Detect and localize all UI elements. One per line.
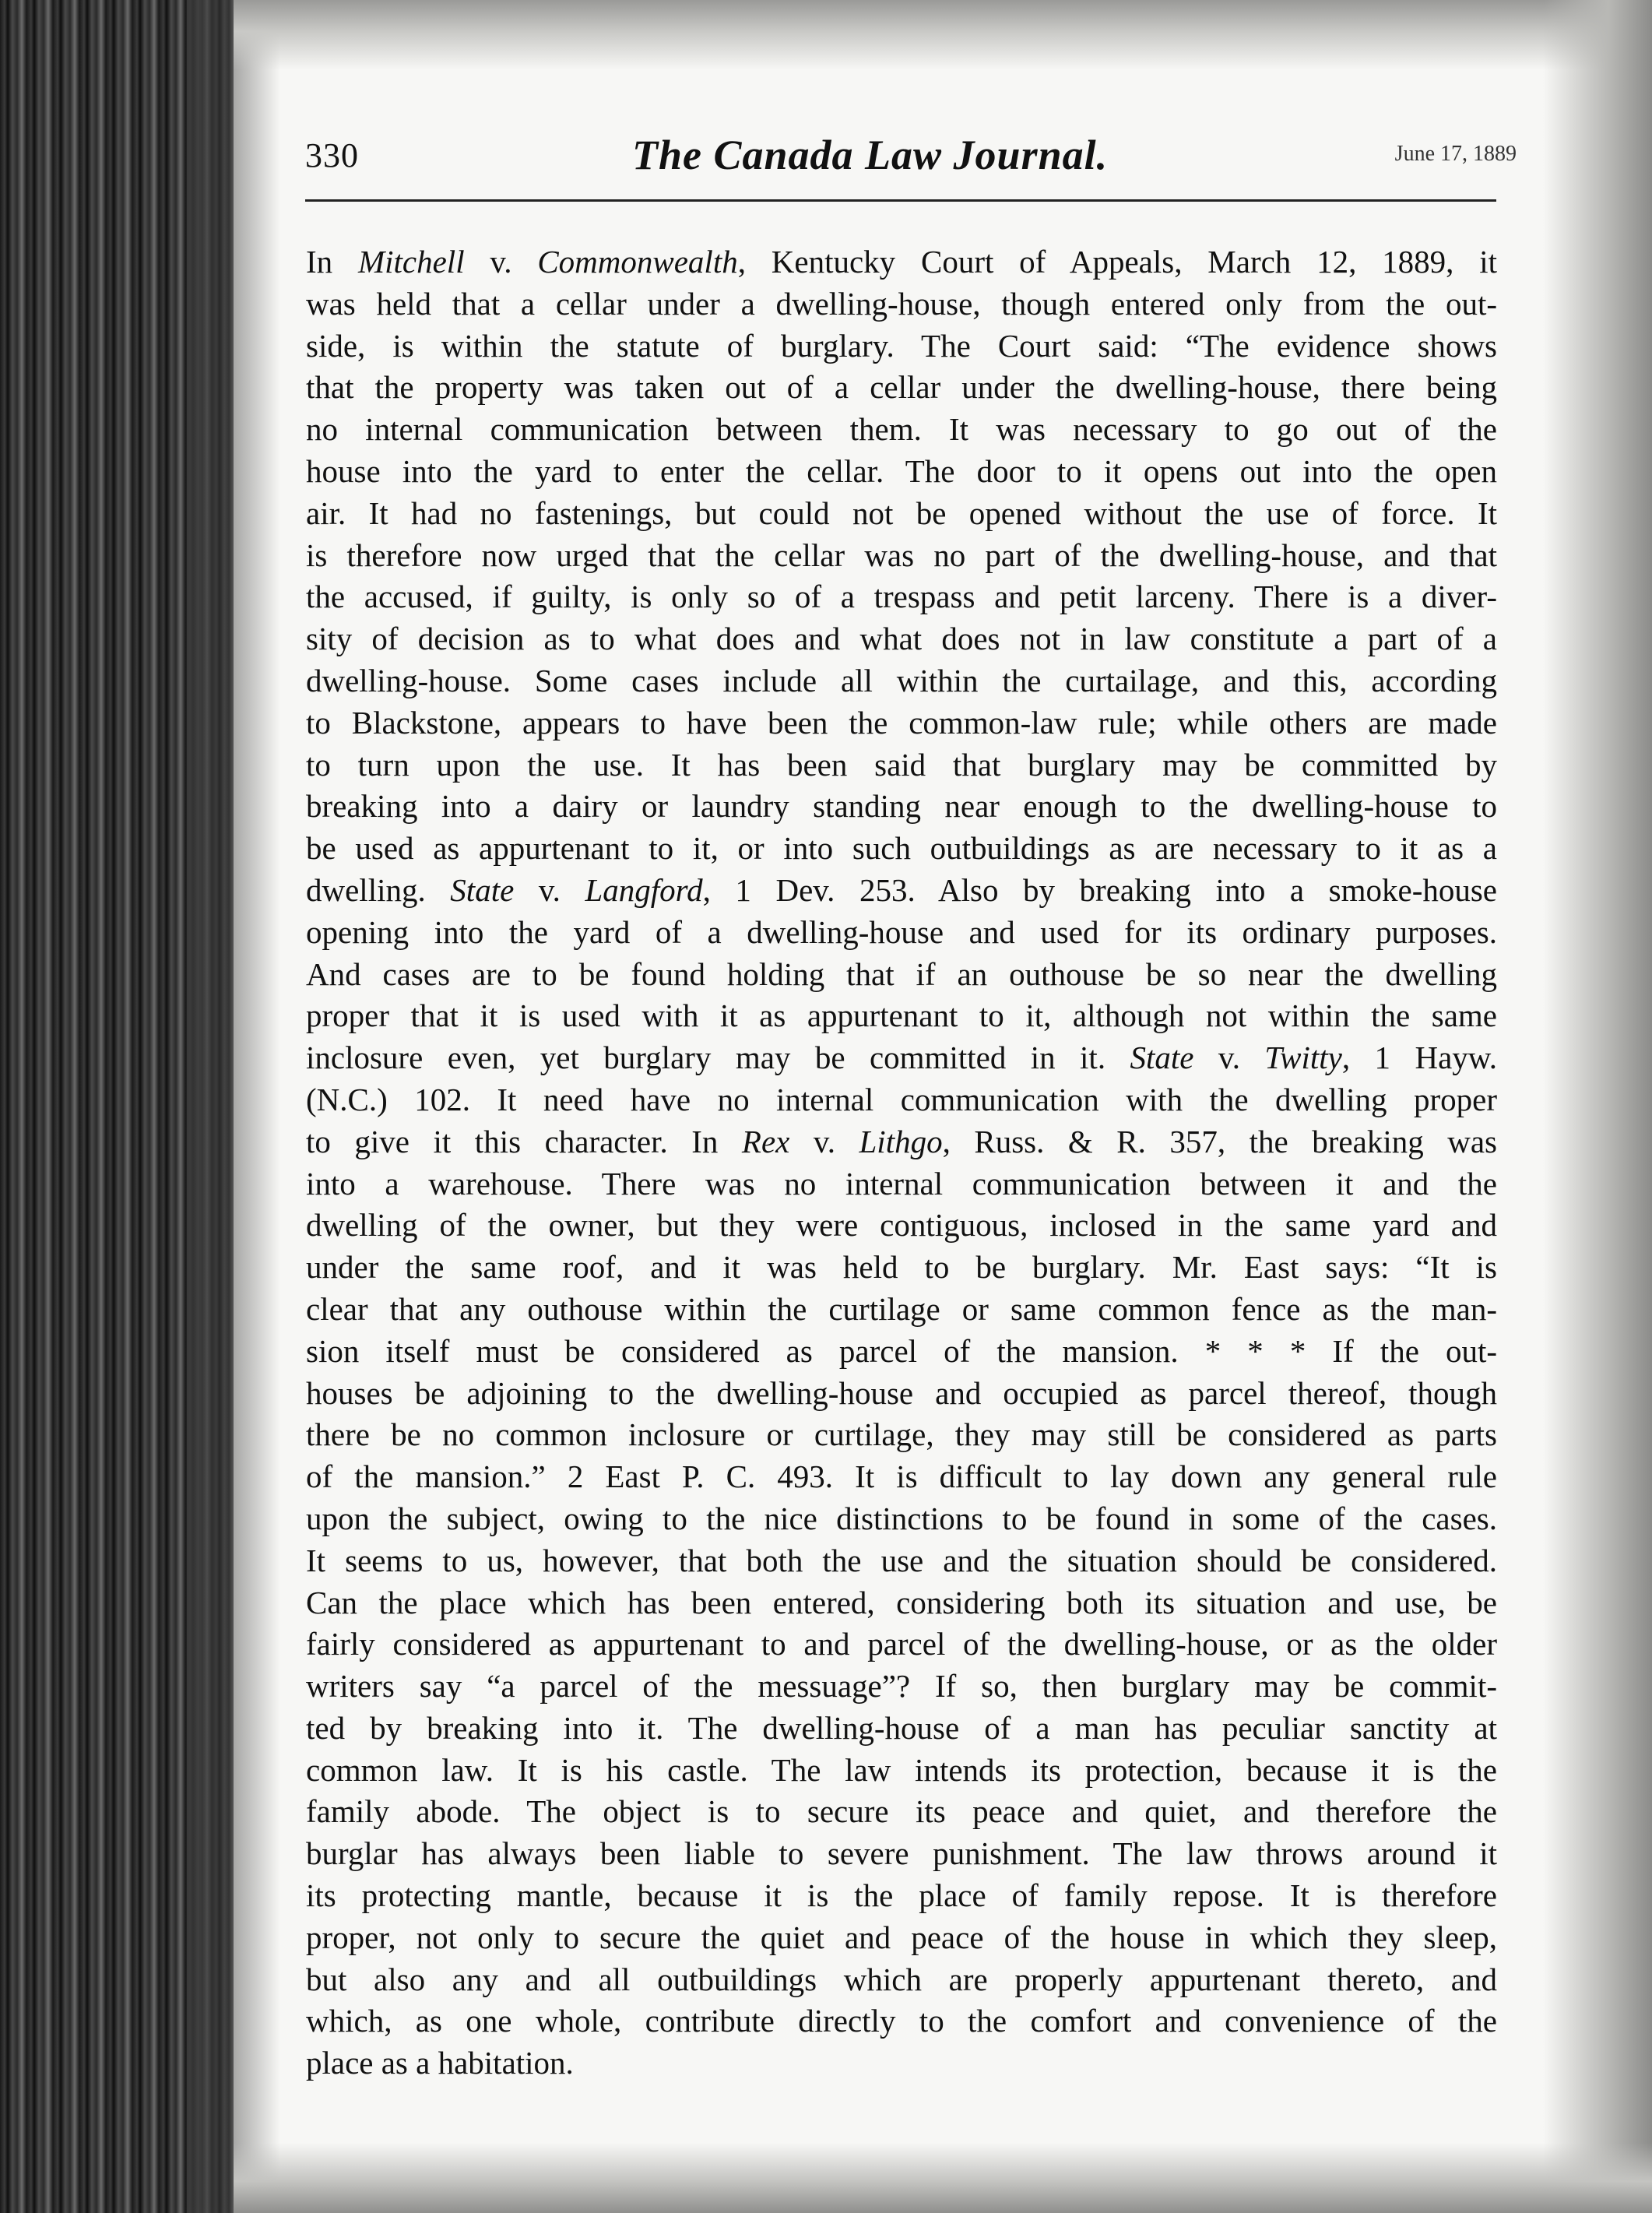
- text-line: [306, 995, 1497, 1037]
- text-line: [306, 870, 1497, 912]
- text-segment: its protecting mantle, because it is the place of family repose. It is therefore: [306, 1877, 1497, 1914]
- text-line: [306, 660, 1497, 702]
- text-segment: v.: [514, 871, 585, 908]
- right-scan-edge: [1543, 0, 1652, 2213]
- running-header: [305, 131, 1517, 193]
- text-segment: fairly considered as appurtenant to and parcel of the dwelling-house, or as the older: [306, 1626, 1497, 1662]
- text-segment: burglar has always been liable to severe punishment. The law throws around it: [306, 1835, 1497, 1872]
- text-segment: there be no common inclosure or curtilage, they may still be considered as parts: [306, 1416, 1497, 1453]
- text-line: [306, 1456, 1497, 1498]
- text-segment: clear that any outhouse within the curtilage or same common fence as the man-: [306, 1290, 1497, 1327]
- text-line: [306, 702, 1497, 744]
- text-segment: under the same roof, and it was held to be burglary. Mr. East says: “It is: [306, 1249, 1497, 1286]
- text-segment: opening into the yard of a dwelling-house and used for its ordinary purposes.: [306, 913, 1497, 950]
- text-line: [306, 1624, 1497, 1666]
- text-line: [306, 744, 1497, 786]
- text-segment: , 1 Dev. 253. Also by breaking into a smoke-house: [702, 871, 1497, 908]
- text-segment: was held that a cellar under a dwelling-house, though entered only from the out-: [306, 285, 1497, 322]
- text-segment: house into the yard to enter the cellar. The door to it opens out into the open: [306, 452, 1497, 489]
- text-line: [306, 1079, 1497, 1121]
- text-line: [306, 1247, 1497, 1289]
- text-segment: sion itself must be considered as parcel of the mansion. * * * If the out-: [306, 1332, 1497, 1369]
- text-segment: dwelling.: [306, 871, 451, 908]
- text-segment: dwelling of the owner, but they were contiguous, inclosed in the same yard and: [306, 1207, 1497, 1244]
- text-segment: In: [306, 244, 358, 280]
- journal-title: The Canada Law Journal.: [632, 132, 1109, 178]
- text-line: [306, 1373, 1497, 1415]
- text-segment: v.: [1193, 1040, 1265, 1076]
- text-line: [306, 1666, 1497, 1708]
- text-segment: proper, not only to secure the quiet and peace of the house in which they sleep,: [306, 1919, 1497, 1955]
- text-line: [306, 618, 1497, 660]
- text-line: [306, 1498, 1497, 1540]
- text-line: [306, 1163, 1497, 1205]
- text-line: [306, 1959, 1497, 2001]
- text-segment: be used as appurtenant to it, or into such outbuildings as are necessary to it as a: [306, 830, 1497, 867]
- case-name: State: [1130, 1040, 1194, 1076]
- binding-shadow: [187, 0, 280, 2213]
- text-segment: proper that it is used with it as appurtenant to it, although not within the same: [306, 997, 1497, 1034]
- case-name: Commonwealth: [537, 244, 738, 280]
- text-segment: to give it this character. In: [306, 1123, 742, 1159]
- text-line: [306, 1708, 1497, 1750]
- text-segment: that the property was taken out of a cellar under the dwelling-house, there being: [306, 369, 1497, 406]
- text-segment: common law. It is his castle. The law intends its protection, because it is the: [306, 1751, 1497, 1788]
- header-rule: [305, 199, 1496, 202]
- text-line: [306, 1414, 1497, 1456]
- text-segment: It seems to us, however, that both the use and the situation should be considered.: [306, 1542, 1497, 1578]
- case-name: State: [450, 871, 515, 908]
- case-name: Langford: [585, 871, 703, 908]
- case-name: Mitchell: [357, 244, 465, 280]
- text-segment: is therefore now urged that the cellar was no part of the dwelling-house, and that: [306, 537, 1497, 573]
- text-line: [306, 828, 1497, 870]
- text-line: [306, 493, 1497, 535]
- text-line: [306, 535, 1497, 577]
- page-number: 330: [305, 136, 359, 174]
- text-line: [306, 1833, 1497, 1875]
- text-line: [306, 451, 1497, 493]
- case-name: Twitty: [1264, 1040, 1342, 1076]
- top-scan-edge: [234, 0, 1652, 70]
- text-segment: v.: [789, 1123, 859, 1159]
- text-segment: but also any and all outbuildings which are properly appurtenant thereto, and: [306, 1961, 1497, 1997]
- text-line: [306, 1750, 1497, 1792]
- text-segment: v.: [464, 244, 538, 280]
- text-segment: inclosure even, yet burglary may be committed in it.: [306, 1040, 1130, 1076]
- text-segment: houses be adjoining to the dwelling-house and occupied as parcel thereof, though: [306, 1374, 1497, 1411]
- bottom-scan-edge: [234, 2143, 1652, 2213]
- text-segment: , Russ. & R. 357, the breaking was: [942, 1123, 1497, 1159]
- header-date: June 17, 1889: [1394, 142, 1517, 166]
- text-segment: which, as one whole, contribute directly to the comfort and convenience of the: [306, 2003, 1497, 2039]
- text-segment: family abode. The object is to secure its peace and quiet, and therefore the: [306, 1793, 1497, 1830]
- text-line: [306, 1037, 1497, 1079]
- text-line: [306, 1121, 1497, 1163]
- text-segment: place as a habitation.: [306, 2045, 574, 2081]
- text-segment: And cases are to be found holding that if an outhouse be so near the dwelling: [306, 955, 1497, 992]
- text-segment: side, is within the statute of burglary. The Court said: “The evidence shows: [306, 327, 1497, 364]
- article-body: [306, 241, 1497, 2085]
- text-segment: air. It had no fastenings, but could not be opened without the use of force. It: [306, 494, 1497, 531]
- text-line: [306, 2000, 1497, 2042]
- text-segment: breaking into a dairy or laundry standing near enough to the dwelling-house to: [306, 788, 1497, 825]
- text-line: [306, 1205, 1497, 1247]
- text-line: [306, 409, 1497, 451]
- text-line: [306, 325, 1497, 368]
- text-segment: dwelling-house. Some cases include all within the curtailage, and this, according: [306, 662, 1497, 698]
- text-line: [306, 241, 1497, 283]
- text-segment: of the mansion.” 2 East P. C. 493. It is difficult to lay down any general rule: [306, 1458, 1497, 1495]
- case-name: Rex: [741, 1123, 790, 1159]
- text-line: [306, 1917, 1497, 1959]
- text-line: [306, 1791, 1497, 1833]
- text-line: [306, 367, 1497, 409]
- text-segment: ted by breaking into it. The dwelling-house of a man has peculiar sanctity at: [306, 1709, 1497, 1746]
- text-segment: Can the place which has been entered, considering both its situation and use, be: [306, 1584, 1497, 1620]
- text-segment: the accused, if guilty, is only so of a trespass and petit larceny. There is a diver-: [306, 579, 1497, 615]
- text-segment: (N.C.) 102. It need have no internal communication with the dwelling proper: [306, 1081, 1497, 1117]
- text-line: [306, 912, 1497, 954]
- text-line: [306, 2042, 1497, 2085]
- case-name: Lithgo: [859, 1123, 943, 1159]
- text-line: [306, 1289, 1497, 1331]
- text-segment: , Kentucky Court of Appeals, March 12, 1889, it: [737, 244, 1498, 280]
- text-line: [306, 786, 1497, 828]
- text-line: [306, 1331, 1497, 1373]
- text-segment: upon the subject, owing to the nice distinctions to be found in some of the cases.: [306, 1500, 1497, 1536]
- text-line: [306, 1875, 1497, 1917]
- text-line: [306, 954, 1497, 996]
- text-line: [306, 576, 1497, 618]
- text-line: [306, 1540, 1497, 1582]
- text-line: [306, 1582, 1497, 1624]
- text-segment: to Blackstone, appears to have been the common-law rule; while others are made: [306, 704, 1497, 741]
- text-segment: writers say “a parcel of the messuage”? If so, then burglary may be commit-: [306, 1668, 1497, 1705]
- text-segment: to turn upon the use. It has been said that burglary may be committed by: [306, 746, 1497, 783]
- text-segment: into a warehouse. There was no internal communication between it and the: [306, 1165, 1497, 1201]
- text-line: [306, 283, 1497, 325]
- text-segment: , 1 Hayw.: [1341, 1040, 1497, 1076]
- text-segment: sity of decision as to what does and what does not in law constitute a part of a: [306, 621, 1497, 657]
- text-segment: no internal communication between them. It was necessary to go out of the: [306, 411, 1497, 448]
